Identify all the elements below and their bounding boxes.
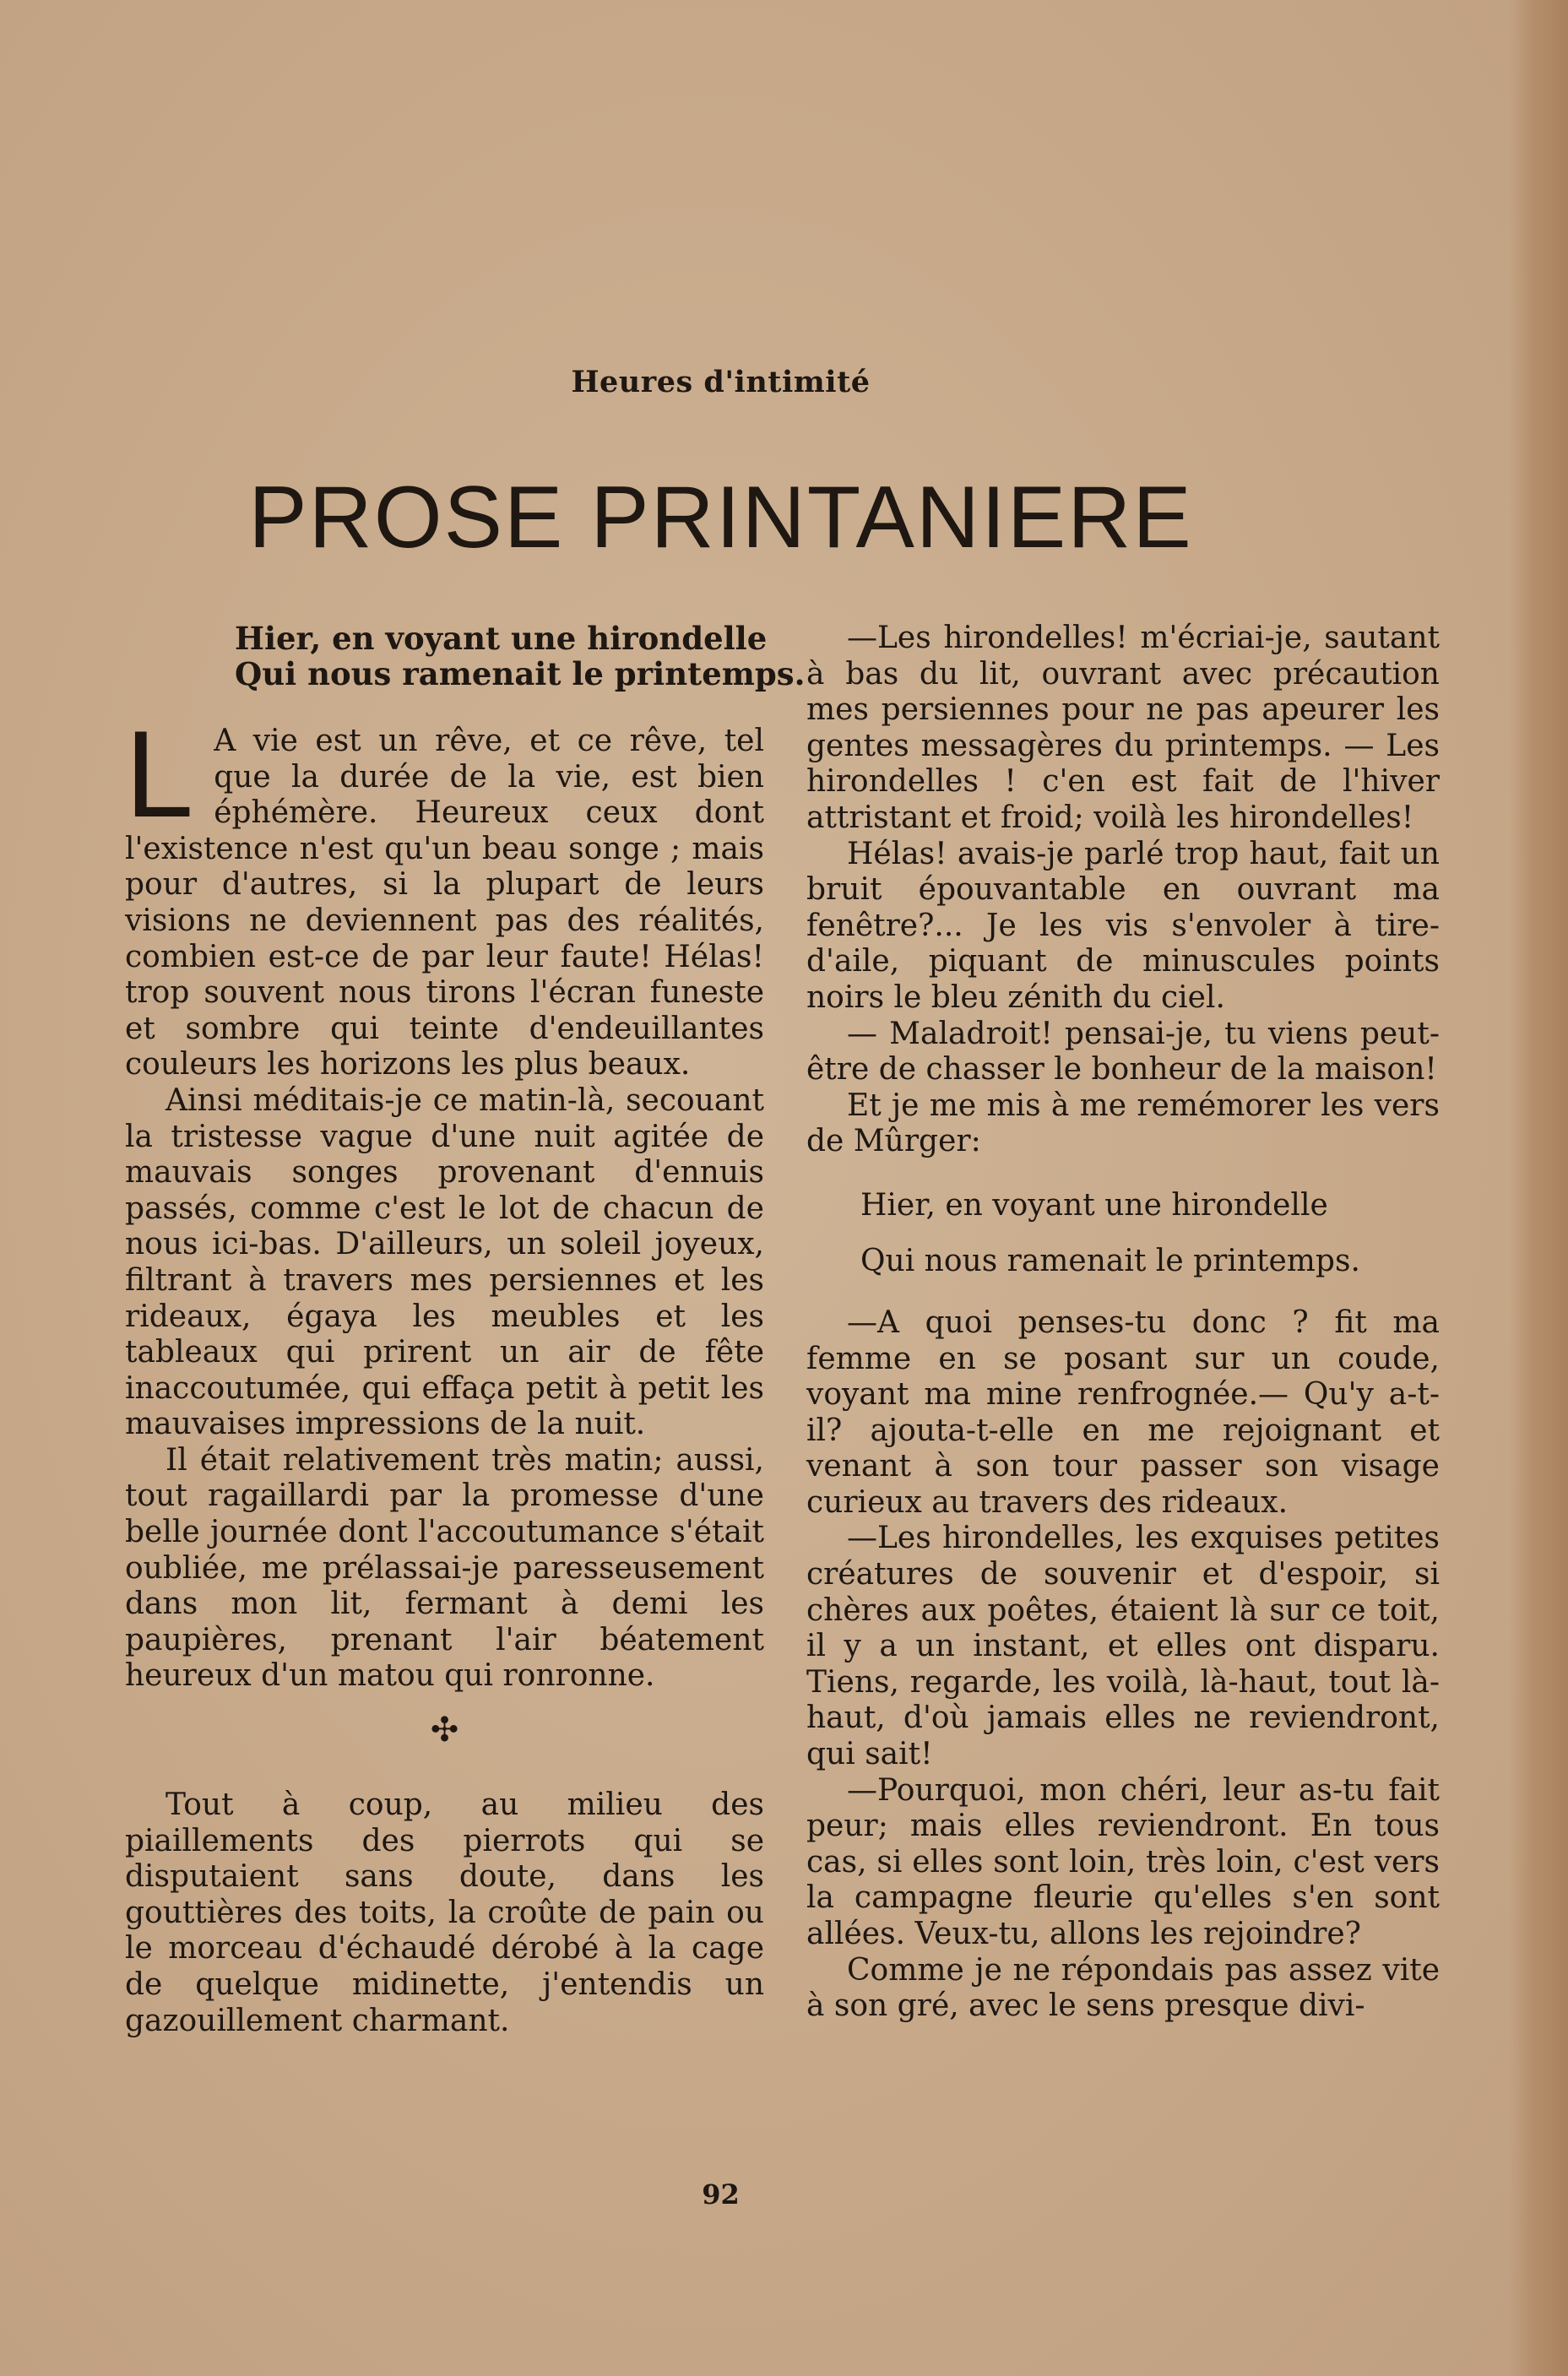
page-number-text: 92 bbox=[702, 2178, 740, 2211]
right-paragraph-1: —Les hirondelles! m'écriai-je, sautant à bas du lit, ouvrant avec précaution mes persiennes pour ne pas apeurer les gentes messagères du printemps. — Les hirondelles ! c'en est fait de l'hiver attristant et froid; voilà les hirondelles! bbox=[806, 621, 1440, 835]
right-paragraph-5: —A quoi penses-tu donc ? fit ma femme en se posant sur un coude, voyant ma mine renfrognée.— Qu'y a-t-il? ajouta-t-elle en me rejoignant et venant à son tour passer son visage curieux au travers des rideaux. bbox=[806, 1305, 1440, 1520]
right-column bbox=[806, 621, 1440, 2025]
page-edge-shadow bbox=[1509, 0, 1568, 2376]
running-head-text: Heures d'intimité bbox=[571, 365, 871, 399]
right-paragraph-4: Et je me mis à me remémorer les vers de Mûrger: bbox=[806, 1088, 1440, 1159]
right-paragraph-7: —Pourquoi, mon chéri, leur as-tu fait peur; mais elles reviendront. En tous cas, si elles sont loin, très loin, c'est vers la campagne fleurie qu'elles s'en sont allées. Veux-tu, allons les rejoindre? bbox=[806, 1772, 1440, 1951]
left-paragraph-3: Il était relativement très matin; aussi, tout ragaillardi par la promesse d'une belle journée dont l'accoutumance s'était oubliée, me prélassai-je paresseusement dans mon lit, fermant à demi les paupières, prenant l'air béatement heureux d'un matou qui ronronne. bbox=[125, 1442, 764, 1694]
left-paragraph-1: LA vie est un rêve, et ce rêve, tel que la durée de la vie, est bien éphémère. Heureux ceux dont l'existence n'est qu'un beau songe ; mais pour d'autres, si la plupart de leurs visions ne deviennent pas des réalités, combien est-ce de par leur faute! Hélas! trop souvent nous tirons l'écran funeste et sombre qui teinte d'endeuillantes couleurs les horizons les plus beaux. bbox=[125, 705, 764, 1082]
left-paragraph-2: Ainsi méditais-je ce matin-là, secouant la tristesse vague d'une nuit agitée de mauvais songes provenant d'ennuis passés, comme c'est le lot de chacun de nous ici-bas. D'ailleurs, un soleil joyeux, filtrant à travers mes persiennes et les rideaux, égaya les meubles et les tableaux qui prirent un air de fête inaccoutumée, qui effaça petit à petit les mauvaises impressions de la nuit. bbox=[125, 1082, 764, 1442]
left-column bbox=[125, 620, 806, 2039]
section-ornament: ✣ bbox=[430, 1711, 459, 1750]
article-title bbox=[0, 463, 1568, 572]
running-head bbox=[0, 365, 1568, 399]
verse-line-2: Qui nous ramenait le printemps. bbox=[860, 1243, 1360, 1278]
left-paragraph-4: Tout à coup, au milieu des piaillements des pierrots qui se disputaient sans doute, dans les gouttières des toits, la croûte de pain ou le morceau d'échaudé dérobé à la cage de quelque midinette, j'entendis un gazouillement charmant. bbox=[125, 1787, 764, 2038]
right-paragraph-3: — Maladroit! pensai-je, tu viens peut-être de chasser le bonheur de la maison! bbox=[806, 1016, 1440, 1088]
epigraph bbox=[125, 620, 806, 692]
right-paragraph-8: Comme je ne répondais pas assez vite à son gré, avec le sens presque divi- bbox=[806, 1952, 1440, 2024]
right-paragraph-6: —Les hirondelles, les exquises petites créatures de souvenir et d'espoir, si chères aux poêtes, étaient là sur ce toit, il y a un instant, et elles ont disparu. Tiens, regarde, les voilà, là-haut, tout là-haut, d'où jamais elles ne reviendront, qui sait! bbox=[806, 1521, 1440, 1772]
epigraph-line-2: Qui nous ramenait le printemps. bbox=[235, 655, 806, 692]
verse-quote bbox=[806, 1187, 1440, 1280]
epigraph-line-1: Hier, en voyant une hirondelle bbox=[235, 620, 768, 657]
verse-line-1: Hier, en voyant une hirondelle bbox=[860, 1187, 1328, 1223]
right-paragraph-2: Hélas! avais-je parlé trop haut, fait un bruit épouvantable en ouvrant ma fenêtre?... Je les vis s'envoler à tire-d'aile, piquant de minuscules points noirs le bleu zénith du ciel. bbox=[806, 836, 1440, 1015]
page-number bbox=[0, 2178, 1568, 2211]
article-title-text: PROSE PRINTANIERE bbox=[248, 469, 1193, 567]
